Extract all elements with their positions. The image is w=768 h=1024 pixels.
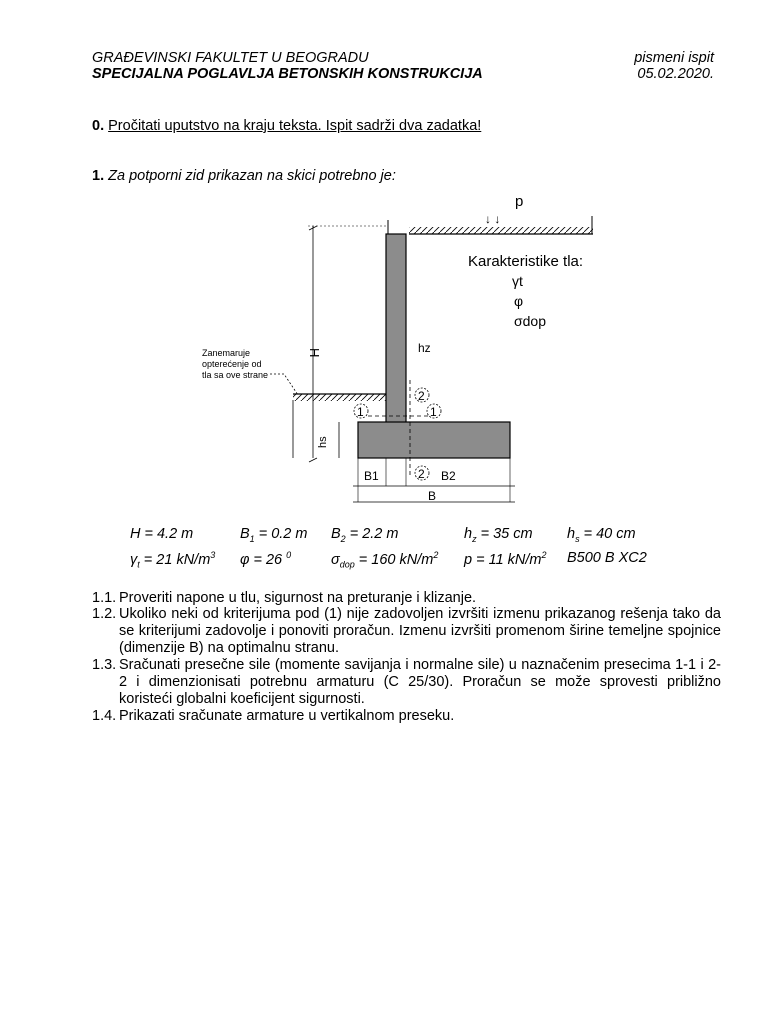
task-text: Ukoliko neki od kriterijuma pod (1) nije zadovoljen izvršiti izmenu prikazanog rešenja tako da se kriterijumi zadovolje i ponoviti proračun. Izmenu izvršiti promenom širine temeljne spojnice (dimenzije B) na optimalnu stranu. [119, 606, 721, 656]
param-hz: $h_z = 35$ cm [464, 526, 533, 544]
task-text: Sračunati presečne sile (momente savijanja i normalne sile) u naznačenim presecima 1-1 i 2-2 i dimenzionisati potrebnu armaturu (C 25/30). Proračun se može sprovesti približno koristeći globalni koeficijent sigurnosti. [119, 657, 721, 707]
section-2-top-label: 2 [418, 389, 425, 403]
neglect-note-1: Zanemaruje [202, 348, 251, 358]
section-1-left-label: 1 [357, 405, 364, 419]
soil-title: Karakteristike tla: [468, 253, 584, 270]
institution-name: GRAĐEVINSKI FAKULTET U BEOGRADU [92, 50, 369, 66]
left-ground-hatch [293, 394, 386, 401]
top-ground-hatch [409, 227, 593, 234]
intro-text: Pročitati uputstvo na kraju teksta. Ispit sadrži dva zadatka! [108, 118, 482, 134]
intro-line [92, 118, 481, 134]
intro-number: 0. [92, 118, 105, 134]
section-1-right-label: 1 [430, 405, 437, 419]
task1-number: 1. [92, 168, 105, 184]
load-arrow-icon: ↓ ↓ [485, 212, 501, 226]
exam-date: 05.02.2020. [637, 66, 714, 82]
task-number: 1.3. [92, 657, 117, 673]
neglect-note-2: opterećenje od [202, 359, 262, 369]
task-item [92, 606, 722, 657]
label-hs: hs [317, 436, 329, 448]
retaining-wall-sketch [188, 190, 598, 512]
param-hs: $h_s = 40$ cm [567, 526, 636, 544]
wall-stem [386, 234, 406, 426]
task-number: 1.2. [92, 606, 117, 622]
exam-type: pismeni ispit [634, 50, 714, 66]
param-sigma: $\sigma_{dop} = 160$ $kN/m^2$ [331, 550, 439, 570]
task-item [92, 657, 722, 708]
task-number: 1.1. [92, 590, 117, 606]
task1-heading [92, 168, 396, 184]
soil-gamma: γt [512, 273, 523, 289]
param-steel-exposure: B500 B XC2 [567, 550, 647, 566]
neglect-note-3: tla sa ove strane [202, 370, 269, 380]
label-B2: B2 [441, 469, 456, 483]
param-H: H = 4.2 m [130, 526, 194, 542]
task-text: Prikazati sračunate armature u vertikalnom preseku. [119, 708, 455, 724]
label-B1: B1 [364, 469, 379, 483]
label-hz: hz [418, 341, 431, 355]
task-item [92, 590, 722, 607]
task1-text: Za potporni zid prikazan na skici potrebno je: [108, 168, 396, 184]
course-title: SPECIJALNA POGLAVLJA BETONSKIH KONSTRUKCIJA [92, 66, 483, 82]
param-gamma: $\gamma_t = 21$ $kN/m^3$ [130, 550, 216, 570]
task-number: 1.4. [92, 708, 117, 724]
label-H: H [307, 348, 322, 358]
section-2-bottom-label: 2 [418, 467, 425, 481]
neglect-leader [270, 374, 298, 395]
param-B2: $B_2 = 2.2$ m [331, 526, 399, 544]
soil-sigma: σdop [514, 313, 546, 329]
param-phi: φ = 26 $^0$ [240, 550, 292, 568]
footing [358, 422, 510, 458]
soil-phi: φ [514, 293, 524, 309]
task-text: Proveriti napone u tlu, sigurnost na preturanje i klizanje. [119, 590, 477, 606]
param-B1: $B_1 = 0.2$ m [240, 526, 308, 544]
load-label: p [515, 193, 524, 210]
label-B: B [428, 489, 437, 503]
task-item [92, 708, 722, 725]
param-p: p = 11 $kN/m^2$ [464, 550, 547, 568]
